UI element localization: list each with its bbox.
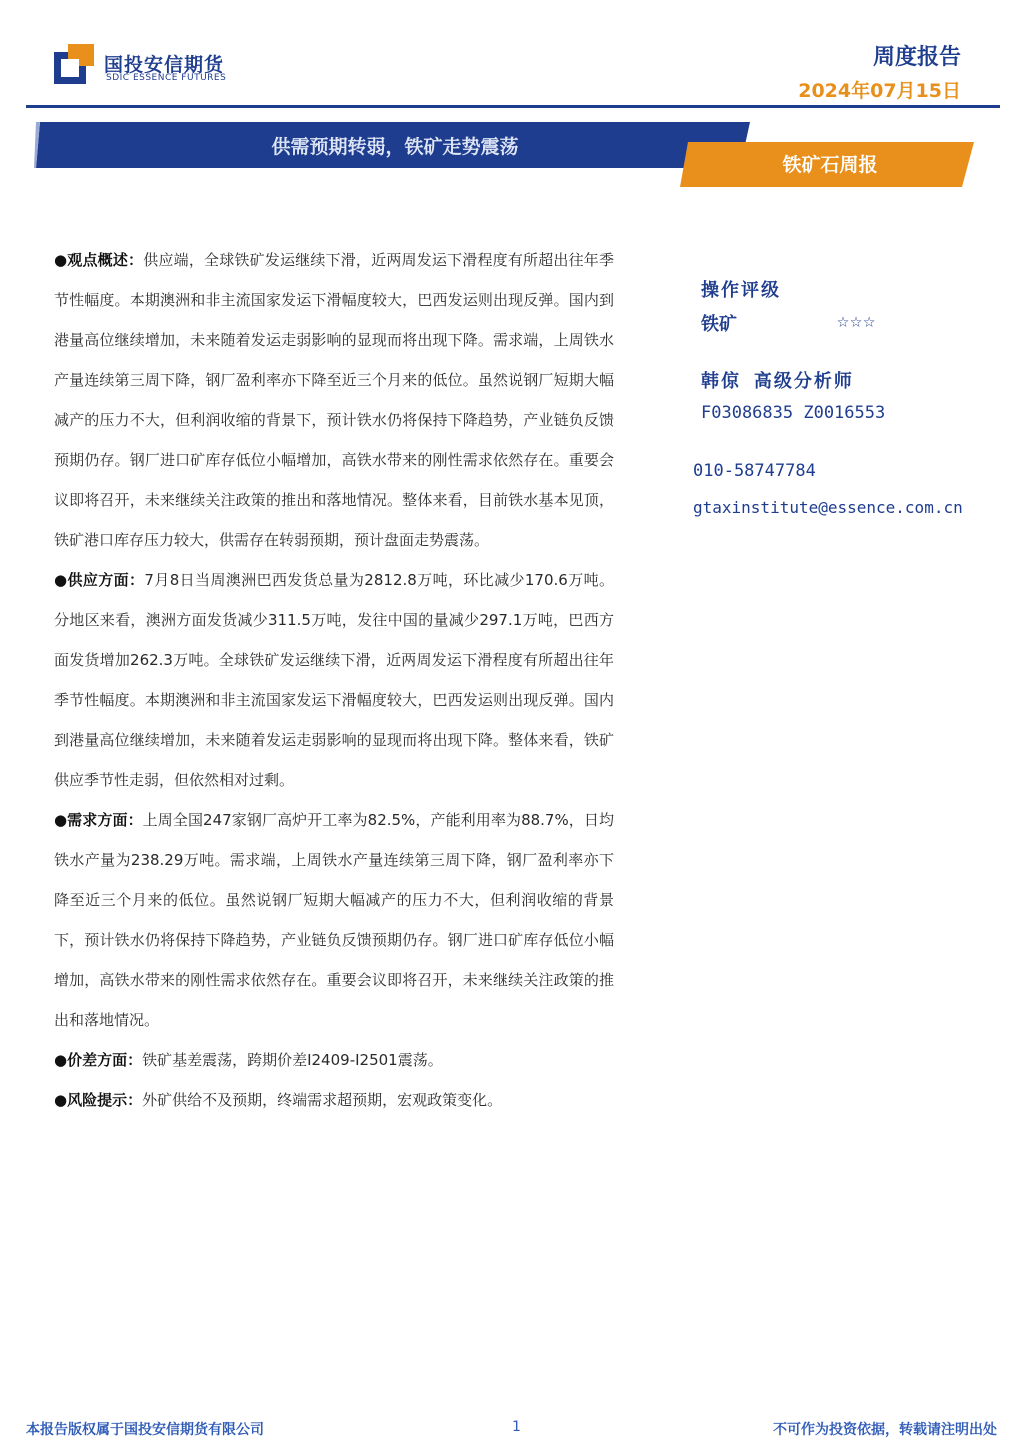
analyst-name: 韩倞 高级分析师	[701, 371, 854, 392]
report-body	[54, 240, 614, 1120]
section-text: 铁矿基差震荡，跨期价差I2409-I2501震荡。	[142, 1051, 443, 1069]
page-number: 1	[512, 1419, 521, 1435]
section-supply	[54, 560, 614, 800]
section-text: 7月8日当周澳洲巴西发货总量为2812.8万吨，环比减少170.6万吨。分地区来看，澳洲方面发货减少311.5万吨，发往中国的量减少297.1万吨，巴西方面发货增加262.3万吨。全球铁矿发运继续下滑，近两周发运下滑程度有所超出往年季节性幅度。本期澳洲和非主流国家发运下滑幅度较大，巴西发运则出现反弹。国内到港量高位继续增加，未来随着发运走弱影响的显现而将出现下降。整体来看，铁矿供应季节性走弱，但依然相对过剩。	[54, 571, 614, 789]
footer-copyright: 本报告版权属于国投安信期货有限公司	[26, 1422, 264, 1438]
section-lead: ●观点概述：	[54, 251, 144, 269]
header-divider	[26, 105, 1000, 108]
rating-stars-icon: ☆☆☆	[837, 308, 877, 332]
report-category-tag: 铁矿石周报	[782, 154, 878, 176]
contact-email: gtaxinstitute@essence.com.cn	[693, 498, 963, 517]
contact-phone: 010-58747784	[693, 461, 816, 481]
report-type: 周度报告	[872, 45, 961, 70]
company-logo-icon	[54, 44, 94, 84]
section-lead: ●价差方面：	[54, 1051, 143, 1069]
section-demand	[54, 800, 614, 1040]
section-lead: ●风险提示：	[54, 1091, 143, 1109]
rating-commodity: 铁矿	[701, 314, 737, 335]
section-lead: ●供应方面：	[54, 571, 145, 589]
report-date: 2024年07月15日	[798, 80, 961, 102]
section-text: 外矿供给不及预期，终端需求超预期，宏观政策变化。	[142, 1091, 503, 1109]
section-spread	[54, 1040, 614, 1080]
section-overview	[54, 240, 614, 560]
section-text: 上周全国247家钢厂高炉开工率为82.5%，产能利用率为88.7%，日均铁水产量为238.29万吨。需求端，上周铁水产量连续第三周下降，钢厂盈利率亦下降至近三个月来的低位。虽然说钢厂短期大幅减产的压力不大，但利润收缩的背景下，预计铁水仍将保持下降趋势，产业链负反馈预期仍存。钢厂进口矿库存低位小幅增加，高铁水带来的刚性需求依然存在。重要会议即将召开，未来继续关注政策的推出和落地情况。	[54, 811, 615, 1029]
analyst-license: F03086835 Z0016553	[701, 403, 886, 423]
rating-label: 操作评级	[701, 280, 781, 301]
footer-notice: 不可作为投资依据，转载请注明出处	[773, 1422, 997, 1438]
logo-text-en: SDIC ESSENCE FUTURES	[106, 73, 227, 83]
section-text: 供应端，全球铁矿发运继续下滑，近两周发运下滑程度有所超出往年季节性幅度。本期澳洲和非主流国家发运下滑幅度较大，巴西发运则出现反弹。国内到港量高位继续增加，未来随着发运走弱影响的显现而将出现下降。需求端，上周铁水产量连续第三周下降，钢厂盈利率亦下降至近三个月来的低位。虽然说钢厂短期大幅减产的压力不大，但利润收缩的背景下，预计铁水仍将保持下降趋势，产业链负反馈预期仍存。钢厂进口矿库存低位小幅增加，高铁水带来的刚性需求依然存在。重要会议即将召开，未来继续关注政策的推出和落地情况。整体来看，目前铁水基本见顶，铁矿港口库存压力较大，供需存在转弱预期，预计盘面走势震荡。	[54, 251, 614, 549]
section-lead: ●需求方面：	[54, 811, 143, 829]
report-title: 供需预期转弱，铁矿走势震荡	[271, 136, 519, 158]
logo-text-cn: 国投安信期货	[104, 54, 225, 76]
section-risk	[54, 1080, 614, 1120]
